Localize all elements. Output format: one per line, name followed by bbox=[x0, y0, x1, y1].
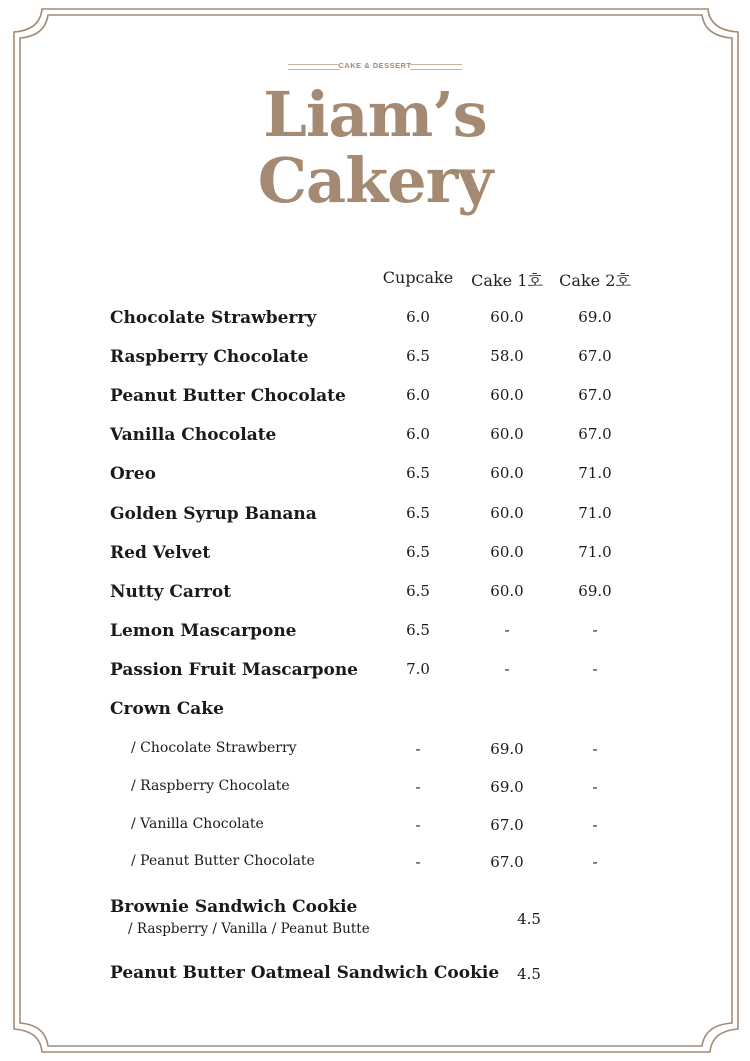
menu-row bbox=[0, 543, 750, 567]
price-cake2: - bbox=[592, 660, 598, 678]
price-cupcake: - bbox=[415, 816, 421, 834]
item-name: Passion Fruit Mascarpone bbox=[110, 660, 359, 680]
menu-row bbox=[0, 504, 750, 528]
price-cake2: 67.0 bbox=[578, 386, 612, 404]
price-cupcake: - bbox=[415, 853, 421, 871]
cookie-name: Brownie Sandwich Cookie bbox=[110, 897, 358, 917]
price-cake1: 60.0 bbox=[490, 504, 524, 522]
price-cake1: 60.0 bbox=[490, 464, 524, 482]
cookie-price: 4.5 bbox=[517, 965, 541, 983]
eyebrow-rule-right bbox=[410, 64, 462, 70]
price-cupcake: - bbox=[415, 740, 421, 758]
price-cupcake: 6.0 bbox=[406, 308, 430, 326]
crown-cake-title: Crown Cake bbox=[110, 699, 224, 719]
cookie-row bbox=[0, 897, 750, 941]
menu-row bbox=[0, 660, 750, 684]
menu-row bbox=[0, 582, 750, 606]
price-cupcake: 6.5 bbox=[406, 504, 430, 522]
item-name: Golden Syrup Banana bbox=[110, 504, 317, 524]
price-cupcake: - bbox=[415, 778, 421, 796]
price-cake2: 69.0 bbox=[578, 308, 612, 326]
price-cake2: 67.0 bbox=[578, 425, 612, 443]
item-name: Red Velvet bbox=[110, 543, 211, 563]
price-cake2: 71.0 bbox=[578, 543, 612, 561]
price-cake2: - bbox=[592, 621, 598, 639]
price-cake1: - bbox=[504, 621, 510, 639]
price-cake2: 71.0 bbox=[578, 504, 612, 522]
crown-sub-row bbox=[0, 740, 750, 764]
item-name: Lemon Mascarpone bbox=[110, 621, 297, 641]
price-cupcake: 6.5 bbox=[406, 543, 430, 561]
price-cake1: 67.0 bbox=[490, 853, 524, 871]
column-header-cake2: Cake 2호 bbox=[559, 271, 631, 290]
item-name: Raspberry Chocolate bbox=[110, 347, 309, 367]
cookie-name: Peanut Butter Oatmeal Sandwich Cookie bbox=[110, 963, 500, 983]
menu-row bbox=[0, 621, 750, 645]
menu-row bbox=[0, 425, 750, 449]
item-name: Chocolate Strawberry bbox=[110, 308, 317, 328]
crown-sub-row bbox=[0, 816, 750, 840]
price-cake2: 69.0 bbox=[578, 582, 612, 600]
price-cupcake: 6.5 bbox=[406, 621, 430, 639]
crown-cake-heading-row bbox=[0, 699, 750, 723]
menu-row bbox=[0, 386, 750, 410]
item-name: Vanilla Chocolate bbox=[110, 425, 277, 445]
price-cake2: - bbox=[592, 778, 598, 796]
price-cake1: 60.0 bbox=[490, 386, 524, 404]
crown-sub-name: / Raspberry Chocolate bbox=[131, 778, 290, 794]
brand-title-line2: Cakery bbox=[257, 144, 493, 217]
item-name: Oreo bbox=[110, 464, 156, 484]
price-cupcake: 6.5 bbox=[406, 582, 430, 600]
price-cupcake: 6.0 bbox=[406, 425, 430, 443]
eyebrow-tagline bbox=[0, 61, 750, 70]
price-cake2: - bbox=[592, 816, 598, 834]
brand-title-line1: Liam’s bbox=[263, 78, 487, 151]
price-cupcake: 7.0 bbox=[406, 660, 430, 678]
cookie-row bbox=[0, 963, 750, 987]
crown-sub-name: / Vanilla Chocolate bbox=[131, 816, 264, 832]
column-header-cupcake: Cupcake bbox=[382, 268, 454, 287]
eyebrow-rule-left bbox=[288, 64, 340, 70]
price-cake1: 60.0 bbox=[490, 582, 524, 600]
price-cupcake: 6.5 bbox=[406, 347, 430, 365]
price-cake1: - bbox=[504, 660, 510, 678]
column-header-cake1: Cake 1호 bbox=[471, 271, 543, 290]
crown-sub-row bbox=[0, 778, 750, 802]
eyebrow-text: CAKE & DESSERT bbox=[338, 61, 412, 70]
price-cake1: 58.0 bbox=[490, 347, 524, 365]
menu-row bbox=[0, 308, 750, 332]
price-cake2: 71.0 bbox=[578, 464, 612, 482]
menu-row bbox=[0, 347, 750, 371]
price-cake2: - bbox=[592, 740, 598, 758]
price-cake1: 60.0 bbox=[490, 425, 524, 443]
price-cake1: 60.0 bbox=[490, 543, 524, 561]
cookie-flavor-note: / Raspberry / Vanilla / Peanut Butte bbox=[128, 921, 370, 937]
menu-row bbox=[0, 464, 750, 488]
crown-sub-name: / Chocolate Strawberry bbox=[131, 740, 297, 756]
price-cake1: 67.0 bbox=[490, 816, 524, 834]
item-name: Nutty Carrot bbox=[110, 582, 232, 602]
price-cupcake: 6.5 bbox=[406, 464, 430, 482]
price-cupcake: 6.0 bbox=[406, 386, 430, 404]
price-cake1: 69.0 bbox=[490, 740, 524, 758]
price-cake2: 67.0 bbox=[578, 347, 612, 365]
item-name: Peanut Butter Chocolate bbox=[110, 386, 346, 406]
crown-sub-row bbox=[0, 853, 750, 877]
price-cake1: 60.0 bbox=[490, 308, 524, 326]
cookie-price: 4.5 bbox=[517, 910, 541, 928]
price-cake2: - bbox=[592, 853, 598, 871]
crown-sub-name: / Peanut Butter Chocolate bbox=[131, 853, 315, 869]
price-cake1: 69.0 bbox=[490, 778, 524, 796]
